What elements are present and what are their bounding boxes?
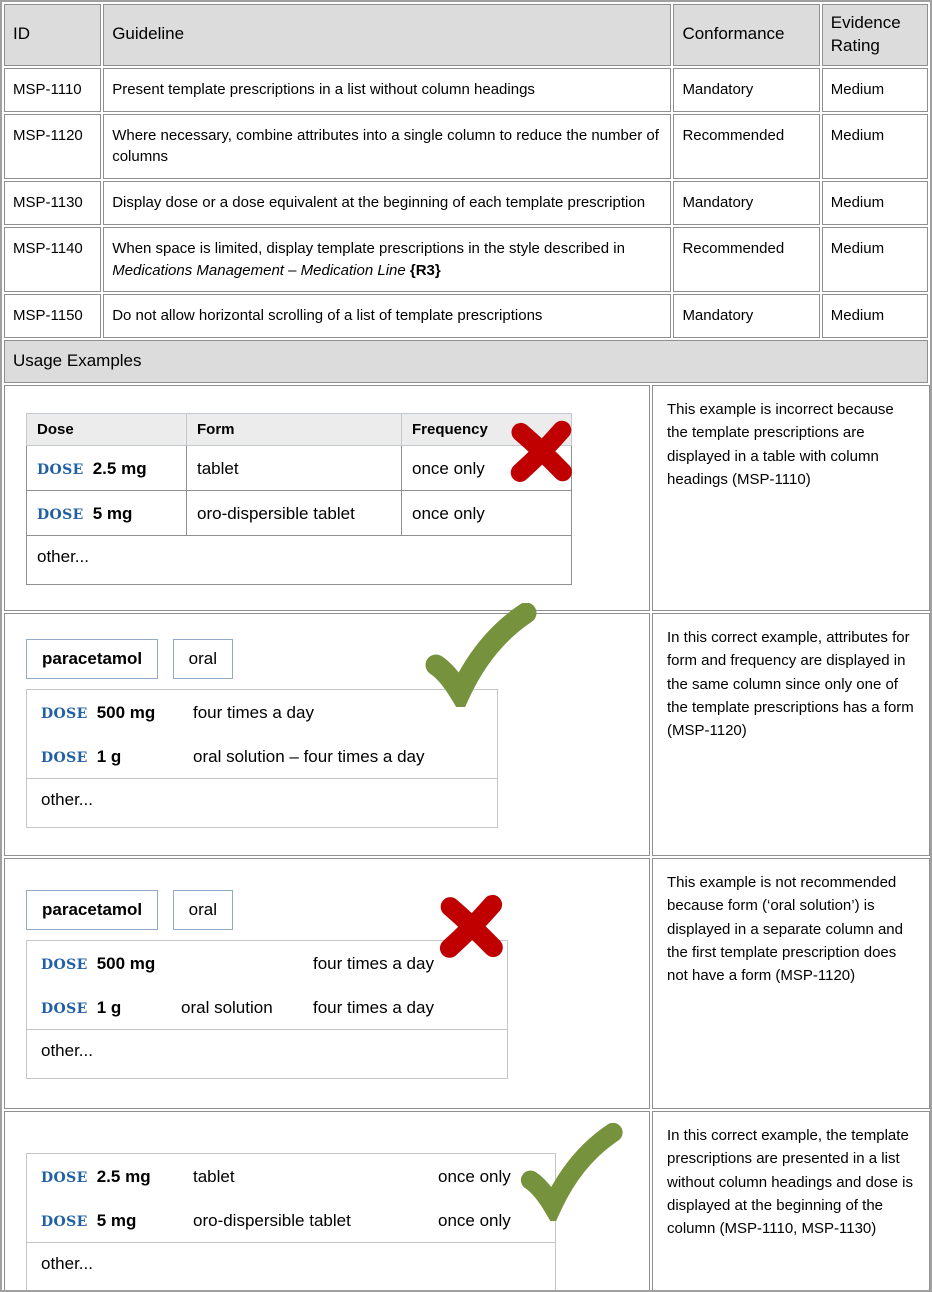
detail-value: four times a day <box>193 703 314 723</box>
frequency-value: once only <box>438 1167 511 1187</box>
example-2-note: In this correct example, attributes for form and frequency are displayed in the same column since only one of the template prescriptions has a form (MSP-1120) <box>652 613 930 856</box>
usage-examples-table <box>2 383 932 1292</box>
guideline-text: Display dose or a dose equivalent at the beginning of each template prescription <box>103 181 671 225</box>
mock-other-item <box>27 536 572 585</box>
dose-label: DOSE <box>41 1001 88 1018</box>
mock-column-header-form: Form <box>187 414 402 446</box>
column-header-evidence-rating: Evidence Rating <box>822 4 928 66</box>
guideline-id: MSP-1130 <box>4 181 101 225</box>
example-2-illustration <box>4 613 650 856</box>
form-value: tablet <box>187 446 402 491</box>
example-1-illustration <box>4 385 650 611</box>
table-row <box>4 227 928 293</box>
mock-prescription-item <box>27 446 572 491</box>
mock-column-header-frequency: Frequency <box>402 414 572 446</box>
table-row <box>4 294 928 338</box>
frequency-value: once only <box>402 491 572 536</box>
dose-label: DOSE <box>41 1170 88 1187</box>
guideline-text: Present template prescriptions in a list without column headings <box>103 68 671 112</box>
evidence-value: Medium <box>822 227 928 293</box>
guidelines-header-row <box>4 4 928 66</box>
other-label: other... <box>27 1029 507 1078</box>
medication-header <box>26 890 648 930</box>
form-value: oro-dispersible tablet <box>193 1211 351 1231</box>
dose-label: DOSE <box>41 750 88 767</box>
guideline-text-plain: When space is limited, display template prescriptions in the style described in <box>112 239 625 257</box>
dose-label: DOSE <box>41 957 88 974</box>
evidence-value: Medium <box>822 68 928 112</box>
mock-prescription-item <box>27 985 507 1029</box>
dose-value: 5 mg <box>96 1211 137 1231</box>
evidence-value: Medium <box>822 114 928 180</box>
mock-prescription-item <box>27 1198 555 1242</box>
dose-value: 1 g <box>96 998 122 1018</box>
form-value: oral solution <box>181 998 273 1018</box>
column-header-guideline: Guideline <box>103 4 671 66</box>
mock-prescription-item <box>27 734 497 778</box>
column-header-id: ID <box>4 4 101 66</box>
other-label: other... <box>27 1242 555 1291</box>
form-value: oro-dispersible tablet <box>187 491 402 536</box>
evidence-value: Medium <box>822 294 928 338</box>
route-box: oral <box>173 639 233 679</box>
example-3-illustration <box>4 858 650 1109</box>
dose-value: 2.5 mg <box>96 1167 151 1187</box>
guideline-id: MSP-1120 <box>4 114 101 180</box>
form-value: tablet <box>193 1167 235 1187</box>
example-row-1 <box>4 385 930 611</box>
guideline-text: Do not allow horizontal scrolling of a list of template prescriptions <box>103 294 671 338</box>
conformance-value: Recommended <box>673 227 819 293</box>
mock-prescription-item <box>27 1154 555 1198</box>
other-label: other... <box>27 536 572 585</box>
detail-value: oral solution – four times a day <box>193 747 425 767</box>
guidelines-table <box>2 2 930 340</box>
mock-prescription-item <box>27 941 507 985</box>
example-4-illustration <box>4 1111 650 1292</box>
mock-column-header-dose: Dose <box>27 414 187 446</box>
mock-prescription-item <box>27 491 572 536</box>
usage-examples-section-header: Usage Examples <box>4 340 928 383</box>
mock-prescription-list <box>26 689 498 828</box>
dose-value: 5 mg <box>92 504 133 524</box>
frequency-value: once only <box>438 1211 511 1231</box>
other-label: other... <box>27 778 497 827</box>
guideline-text-italic: Medications Management – Medication Line <box>112 261 406 279</box>
table-row <box>4 114 928 180</box>
mock-prescription-list <box>26 940 508 1079</box>
guideline-id: MSP-1150 <box>4 294 101 338</box>
conformance-value: Recommended <box>673 114 819 180</box>
frequency-value: once only <box>402 446 572 491</box>
example-1-note: This example is incorrect because the template prescriptions are displayed in a table with column headings (MSP-1110) <box>652 385 930 611</box>
example-4-note: In this correct example, the template prescriptions are presented in a list without column headings and dose is displayed at the beginning of the column (MSP-1110, MSP-1130) <box>652 1111 930 1292</box>
conformance-value: Mandatory <box>673 294 819 338</box>
dose-value: 2.5 mg <box>92 459 147 479</box>
guideline-text-reference: {R3} <box>405 261 441 279</box>
example-row-4 <box>4 1111 930 1292</box>
example-3-note: This example is not recommended because form (‘oral solution’) is displayed in a separate column and the first template prescription does not have a form (MSP-1120) <box>652 858 930 1109</box>
conformance-value: Mandatory <box>673 181 819 225</box>
example-row-3 <box>4 858 930 1109</box>
frequency-value: four times a day <box>313 998 434 1018</box>
mock-prescription-table <box>26 413 572 585</box>
mock-prescription-list <box>26 1153 556 1292</box>
dose-label: DOSE <box>37 507 84 524</box>
guideline-text: Where necessary, combine attributes into a single column to reduce the number of columns <box>103 114 671 180</box>
dose-value: 1 g <box>96 747 122 767</box>
table-row <box>4 181 928 225</box>
column-header-conformance: Conformance <box>673 4 819 66</box>
evidence-value: Medium <box>822 181 928 225</box>
dose-label: DOSE <box>41 1214 88 1231</box>
guideline-text <box>103 227 671 293</box>
frequency-value: four times a day <box>313 954 434 974</box>
example-row-2 <box>4 613 930 856</box>
drug-name-box: paracetamol <box>26 639 158 679</box>
table-row <box>4 68 928 112</box>
drug-name-box: paracetamol <box>26 890 158 930</box>
dose-value: 500 mg <box>96 954 156 974</box>
dose-label: DOSE <box>37 462 84 479</box>
guideline-id: MSP-1110 <box>4 68 101 112</box>
route-box: oral <box>173 890 233 930</box>
guideline-id: MSP-1140 <box>4 227 101 293</box>
mock-prescription-item <box>27 690 497 734</box>
dose-label: DOSE <box>41 706 88 723</box>
dose-value: 500 mg <box>96 703 156 723</box>
medication-header <box>26 639 648 679</box>
conformance-value: Mandatory <box>673 68 819 112</box>
